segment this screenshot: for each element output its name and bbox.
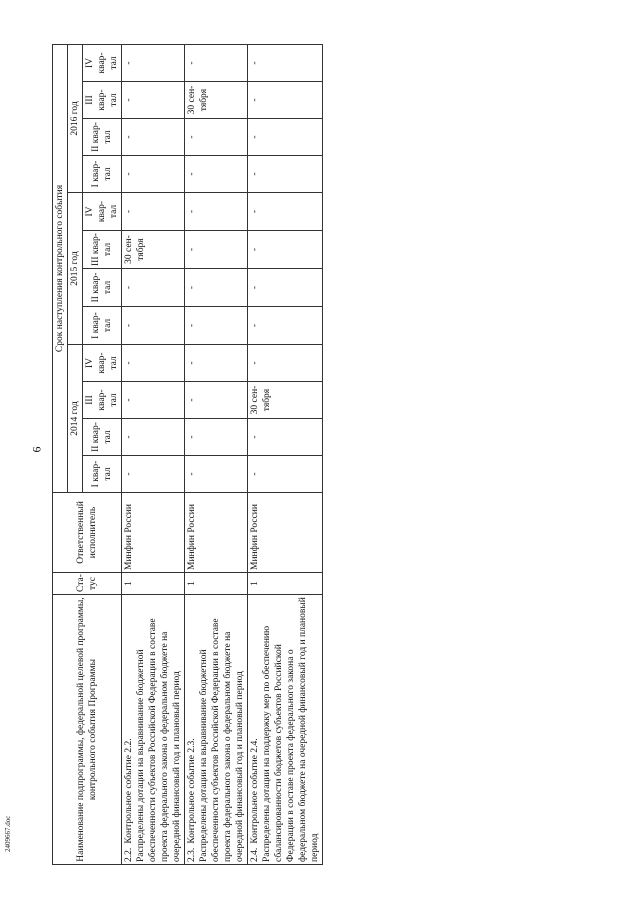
quarter-cell: - bbox=[122, 307, 185, 345]
quarter-cell: - bbox=[122, 456, 185, 493]
quarter-cell: - bbox=[185, 345, 248, 382]
event-cell bbox=[185, 595, 248, 865]
quarter-cell: - bbox=[248, 119, 323, 156]
header-quarter: I квар-тал bbox=[83, 307, 122, 345]
header-executor: Ответственный исполнитель bbox=[53, 493, 122, 573]
status-cell: 1 bbox=[185, 573, 248, 595]
event-number: 2.3. bbox=[187, 847, 197, 862]
quarter-cell: - bbox=[185, 419, 248, 456]
table-row bbox=[185, 44, 248, 864]
event-title: Контрольное событие 2.4. bbox=[250, 738, 260, 844]
quarter-cell: - bbox=[248, 307, 323, 345]
header-quarter: II квар-тал bbox=[83, 269, 122, 307]
quarter-cell: - bbox=[248, 231, 323, 269]
event-text: Распределены дотации на выравнивание бюджетной обеспеченности субъектов Российской Федерации в составе проекта федерального закона о федеральном бюджете на очередной финансовый год и плановый период bbox=[199, 618, 245, 862]
header-quarter: IV квар-тал bbox=[83, 193, 122, 231]
quarter-cell: - bbox=[122, 44, 185, 81]
header-quarter: III квар-тал bbox=[83, 82, 122, 119]
header-quarter: I квар-тал bbox=[83, 456, 122, 493]
executor-cell: Минфин России bbox=[248, 493, 323, 573]
quarter-cell: - bbox=[185, 44, 248, 81]
event-cell bbox=[122, 595, 185, 865]
event-number: 2.4. bbox=[250, 847, 260, 862]
event-cell bbox=[248, 595, 323, 865]
header-quarter: IV квар-тал bbox=[83, 44, 122, 81]
quarter-cell: 30 сен-тября bbox=[248, 382, 323, 419]
quarter-cell: 30 сен-тября bbox=[122, 231, 185, 269]
quarter-cell: - bbox=[185, 382, 248, 419]
quarter-cell: - bbox=[248, 456, 323, 493]
quarter-cell: - bbox=[185, 193, 248, 231]
quarter-cell: - bbox=[122, 82, 185, 119]
status-cell: 1 bbox=[248, 573, 323, 595]
rotated-table-wrapper bbox=[52, 45, 607, 865]
header-year-2014: 2014 год bbox=[68, 345, 83, 493]
header-quarter: III квар-тал bbox=[83, 382, 122, 419]
quarter-cell: - bbox=[122, 156, 185, 193]
quarter-cell: - bbox=[185, 456, 248, 493]
quarter-cell: - bbox=[185, 156, 248, 193]
header-year-2016: 2016 год bbox=[68, 44, 83, 192]
quarter-cell: - bbox=[185, 269, 248, 307]
executor-cell: Минфин России bbox=[185, 493, 248, 573]
quarter-cell: - bbox=[122, 119, 185, 156]
event-title: Контрольное событие 2.3. bbox=[187, 738, 197, 844]
quarter-cell: - bbox=[248, 82, 323, 119]
quarter-cell: - bbox=[248, 269, 323, 307]
quarter-cell: - bbox=[185, 119, 248, 156]
quarter-cell: - bbox=[248, 419, 323, 456]
event-text: Распределены дотации на выравнивание бюджетной обеспеченности субъектов Российской Федерации в составе проекта федерального закона о федеральном бюджете на очередной финансовый год и плановый период bbox=[136, 618, 182, 862]
header-year-2015: 2015 год bbox=[68, 193, 83, 345]
control-events-table bbox=[52, 44, 323, 865]
status-cell: 1 bbox=[122, 573, 185, 595]
quarter-cell: - bbox=[185, 231, 248, 269]
quarter-cell: - bbox=[122, 193, 185, 231]
quarter-cell: - bbox=[122, 419, 185, 456]
quarter-cell: - bbox=[185, 307, 248, 345]
header-name: Наименование подпрограммы, федеральной целевой программы, контрольного события Программы bbox=[53, 595, 122, 865]
event-text: Распределены дотации на поддержку мер по обеспечению сбалансированности бюджетов субъектов Российской Федерации в составе проекта федерального закона о федеральном бюджете на очередной финансовый год и плановый период bbox=[262, 597, 320, 862]
executor-cell: Минфин России bbox=[122, 493, 185, 573]
quarter-cell: - bbox=[248, 193, 323, 231]
table-row bbox=[122, 44, 185, 864]
quarter-cell: 30 сен-тября bbox=[185, 82, 248, 119]
event-title: Контрольное событие 2.2. bbox=[124, 738, 134, 844]
header-status: Ста-тус bbox=[53, 573, 122, 595]
header-quarter: I квар-тал bbox=[83, 156, 122, 193]
header-quarter: IV квар-тал bbox=[83, 345, 122, 382]
quarter-cell: - bbox=[248, 345, 323, 382]
page-number: 6 bbox=[29, 446, 44, 453]
quarter-cell: - bbox=[248, 156, 323, 193]
table-row bbox=[248, 44, 323, 864]
header-deadline: Срок наступления контрольного события bbox=[53, 44, 68, 492]
header-quarter: II квар-тал bbox=[83, 419, 122, 456]
event-number: 2.2. bbox=[124, 847, 134, 862]
footer-filename: 2409667.doc bbox=[4, 815, 12, 852]
header-quarter: III квар-тал bbox=[83, 231, 122, 269]
quarter-cell: - bbox=[122, 382, 185, 419]
quarter-cell: - bbox=[248, 44, 323, 81]
header-quarter: II квар-тал bbox=[83, 119, 122, 156]
quarter-cell: - bbox=[122, 269, 185, 307]
quarter-cell: - bbox=[122, 345, 185, 382]
